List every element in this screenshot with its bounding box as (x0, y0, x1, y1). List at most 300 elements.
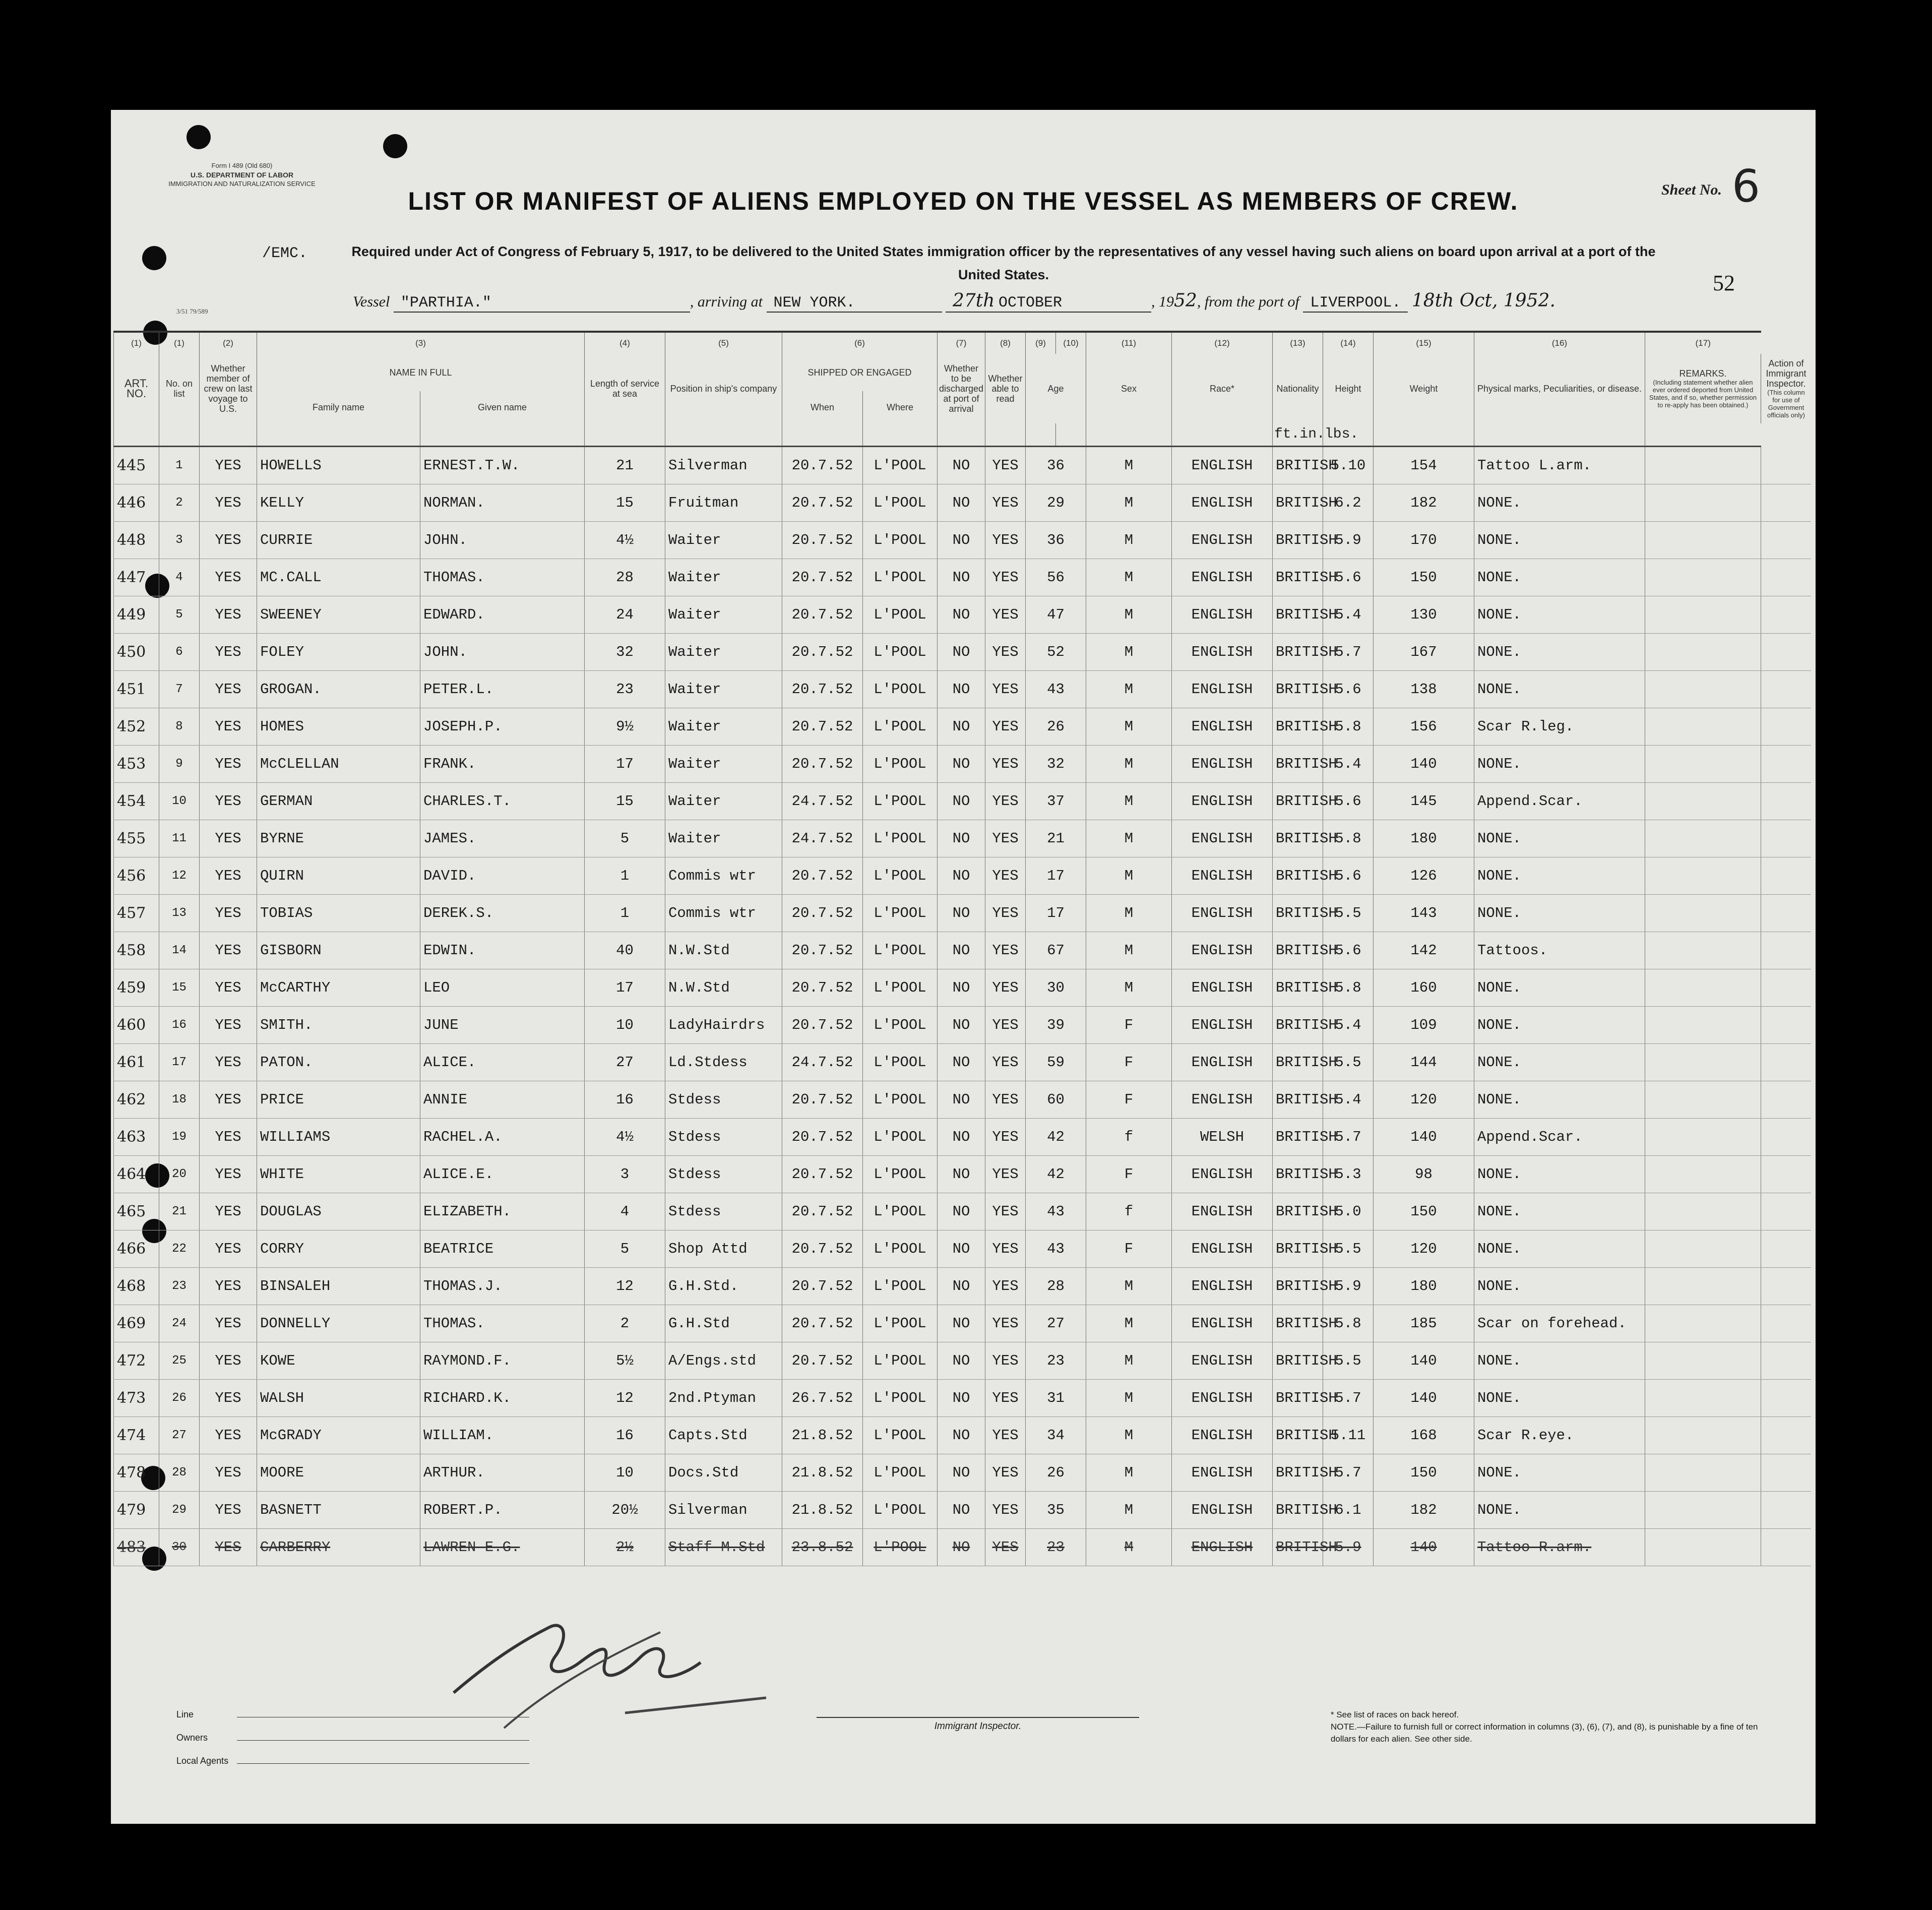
service-name: IMMIGRATION AND NATURALIZATION SERVICE (168, 180, 316, 188)
crew-row (114, 1119, 1812, 1156)
family-name-header: Family name (257, 391, 420, 423)
length-of-service-cell: 4 (585, 1193, 665, 1230)
given-name-cell: JOHN. (420, 634, 585, 671)
race-cell: ENGLISH (1172, 1454, 1273, 1492)
age-cell: 30 (1026, 969, 1086, 1007)
inspector-action-cell (1761, 1081, 1812, 1119)
weight-cell: 140 (1374, 1380, 1474, 1417)
weight-cell: 185 (1374, 1305, 1474, 1342)
departure-port: LIVERPOOL. (1303, 294, 1408, 313)
length-of-service-cell: 4½ (585, 1119, 665, 1156)
sex-cell: M (1086, 1529, 1172, 1566)
nationality-cell: BRITISH (1273, 1342, 1323, 1380)
family-name-cell: DONNELLY (257, 1305, 420, 1342)
position-cell: A/Engs.std (665, 1342, 782, 1380)
given-name-cell: ANNIE (420, 1081, 585, 1119)
height-cell: 5.4 (1323, 746, 1374, 783)
art-number-cell: 465 (114, 1193, 159, 1230)
art-number-cell: 459 (114, 969, 159, 1007)
art-number-cell: 451 (114, 671, 159, 708)
discharged-cell: NO (938, 447, 985, 484)
vessel-line (353, 290, 1555, 313)
physical-marks-cell: NONE. (1474, 969, 1645, 1007)
list-number-cell: 9 (159, 746, 200, 783)
position-cell: Silverman (665, 1492, 782, 1529)
length-of-service-cell: 5½ (585, 1342, 665, 1380)
given-name-cell: JAMES. (420, 820, 585, 857)
nationality-cell: BRITISH (1273, 746, 1323, 783)
race-cell: ENGLISH (1172, 522, 1273, 559)
inspector-action-cell (1761, 1380, 1812, 1417)
department-name: U.S. DEPARTMENT OF LABOR (190, 171, 294, 179)
length-of-service-cell: 3 (585, 1156, 665, 1193)
race-cell: ENGLISH (1172, 783, 1273, 820)
able-to-read-cell: YES (985, 746, 1026, 783)
race-cell: ENGLISH (1172, 1044, 1273, 1081)
physical-marks-cell: NONE. (1474, 634, 1645, 671)
family-name-cell: WILLIAMS (257, 1119, 420, 1156)
shipped-where-cell: L'POOL (863, 1342, 938, 1380)
inspector-action-cell (1761, 1342, 1812, 1380)
member-last-voyage-cell: YES (200, 522, 257, 559)
given-name-cell: EDWIN. (420, 932, 585, 969)
position-header: Position in ship's company (665, 354, 782, 423)
sex-cell: M (1086, 1305, 1172, 1342)
height-cell: 5.5 (1323, 1044, 1374, 1081)
position-cell: Staff M.Std (665, 1529, 782, 1566)
given-name-header: Given name (420, 391, 585, 423)
height-cell: 5.8 (1323, 969, 1374, 1007)
age-cell: 23 (1026, 1529, 1086, 1566)
able-to-read-cell: YES (985, 1492, 1026, 1529)
length-of-service-cell: 20½ (585, 1492, 665, 1529)
nationality-cell: BRITISH (1273, 1081, 1323, 1119)
remarks-cell (1645, 1193, 1761, 1230)
height-cell: 5.4 (1323, 596, 1374, 634)
weight-cell: 154 (1374, 447, 1474, 484)
race-cell: ENGLISH (1172, 1268, 1273, 1305)
position-cell: 2nd.Ptyman (665, 1380, 782, 1417)
shipped-where-cell: L'POOL (863, 746, 938, 783)
discharged-cell: NO (938, 1081, 985, 1119)
name-in-full-header: NAME IN FULL (257, 354, 585, 391)
discharged-cell: NO (938, 857, 985, 895)
race-cell: ENGLISH (1172, 1007, 1273, 1044)
remarks-cell (1645, 522, 1761, 559)
member-last-voyage-cell: YES (200, 1268, 257, 1305)
crew-row (114, 447, 1812, 484)
family-name-cell: HOMES (257, 708, 420, 746)
punch-hole (186, 125, 211, 149)
punch-hole (142, 246, 166, 270)
crew-manifest-table (113, 331, 1811, 1566)
weight-cell: 180 (1374, 1268, 1474, 1305)
able-to-read-cell: YES (985, 969, 1026, 1007)
length-of-service-cell: 5 (585, 820, 665, 857)
inspector-action-cell (1761, 1156, 1812, 1193)
agents-label: Local Agents (176, 1756, 229, 1766)
list-number-cell: 3 (159, 522, 200, 559)
height-cell: 5.4 (1323, 1007, 1374, 1044)
age-cell: 37 (1026, 783, 1086, 820)
shipped-when-cell: 20.7.52 (782, 596, 863, 634)
col-num: (1) (159, 332, 200, 354)
agents-field[interactable] (237, 1763, 529, 1764)
remarks-cell (1645, 783, 1761, 820)
weight-cell: 143 (1374, 895, 1474, 932)
length-of-service-cell: 16 (585, 1417, 665, 1454)
crew-row (114, 522, 1812, 559)
length-of-service-cell: 1 (585, 857, 665, 895)
shipped-where-cell: L'POOL (863, 634, 938, 671)
able-to-read-cell: YES (985, 1417, 1026, 1454)
length-of-service-cell: 15 (585, 783, 665, 820)
family-name-cell: CORRY (257, 1230, 420, 1268)
art-number-cell: 460 (114, 1007, 159, 1044)
height-cell: 5.3 (1323, 1156, 1374, 1193)
list-number-cell: 21 (159, 1193, 200, 1230)
given-name-cell: RAYMOND.F. (420, 1342, 585, 1380)
shipped-when-cell: 20.7.52 (782, 484, 863, 522)
sex-cell: F (1086, 1081, 1172, 1119)
sheet-number-value: 6 (1732, 160, 1760, 212)
family-name-cell: FOLEY (257, 634, 420, 671)
given-name-cell: EDWARD. (420, 596, 585, 634)
list-number-cell: 24 (159, 1305, 200, 1342)
age-header: Age (1026, 354, 1086, 423)
race-cell: ENGLISH (1172, 1081, 1273, 1119)
shipped-when-cell: 20.7.52 (782, 932, 863, 969)
race-cell: ENGLISH (1172, 969, 1273, 1007)
able-to-read-cell: YES (985, 1268, 1026, 1305)
age-cell: 34 (1026, 1417, 1086, 1454)
inspector-action-cell (1761, 1529, 1812, 1566)
member-last-voyage-cell: YES (200, 708, 257, 746)
crew-row (114, 857, 1812, 895)
list-number-cell: 8 (159, 708, 200, 746)
weight-cell: 126 (1374, 857, 1474, 895)
shipped-when-cell: 20.7.52 (782, 671, 863, 708)
able-to-read-cell: YES (985, 484, 1026, 522)
length-of-service-cell: 2 (585, 1305, 665, 1342)
given-name-cell: CHARLES.T. (420, 783, 585, 820)
race-cell: ENGLISH (1172, 1417, 1273, 1454)
length-of-service-cell: 15 (585, 484, 665, 522)
physical-marks-cell: NONE. (1474, 1268, 1645, 1305)
discharged-cell: NO (938, 1007, 985, 1044)
height-cell: 5.8 (1323, 1305, 1374, 1342)
art-number-cell: 458 (114, 932, 159, 969)
shipped-when-cell: 20.7.52 (782, 1193, 863, 1230)
remarks-cell (1645, 969, 1761, 1007)
shipped-where-cell: L'POOL (863, 484, 938, 522)
height-cell: 5.7 (1323, 634, 1374, 671)
shipped-where-cell: L'POOL (863, 783, 938, 820)
col-num: (4) (585, 332, 665, 354)
able-to-read-cell: YES (985, 1156, 1026, 1193)
member-last-voyage-cell: YES (200, 1305, 257, 1342)
nationality-cell: BRITISH (1273, 596, 1323, 634)
remarks-cell (1645, 1044, 1761, 1081)
weight-cell: 167 (1374, 634, 1474, 671)
immigrant-inspector-signature: Immigrant Inspector. (817, 1717, 1139, 1732)
shipped-where-cell: L'POOL (863, 1081, 938, 1119)
art-number-cell: 446 (114, 484, 159, 522)
member-last-voyage-cell: YES (200, 783, 257, 820)
height-cell: 5.6 (1323, 783, 1374, 820)
discharged-header: Whether to be discharged at port of arrival (938, 354, 985, 423)
length-of-service-cell: 32 (585, 634, 665, 671)
index-code: 3/51 79/589 (176, 307, 208, 315)
art-number-cell: 457 (114, 895, 159, 932)
sex-cell: F (1086, 1156, 1172, 1193)
shipped-when-cell: 20.7.52 (782, 1081, 863, 1119)
able-to-read-cell: YES (985, 634, 1026, 671)
position-cell: Fruitman (665, 484, 782, 522)
nationality-cell: BRITISH (1273, 484, 1323, 522)
member-last-voyage-cell: YES (200, 559, 257, 596)
family-name-cell: McCARTHY (257, 969, 420, 1007)
height-header: Height (1323, 354, 1374, 423)
shipped-when-cell: 20.7.52 (782, 559, 863, 596)
sex-cell: M (1086, 1417, 1172, 1454)
crew-row (114, 969, 1812, 1007)
nationality-cell: BRITISH (1273, 634, 1323, 671)
shipped-where-cell: L'POOL (863, 1044, 938, 1081)
able-to-read-cell: YES (985, 671, 1026, 708)
list-number-cell: 30 (159, 1529, 200, 1566)
age-cell: 17 (1026, 857, 1086, 895)
member-last-voyage-cell: YES (200, 1044, 257, 1081)
nationality-cell: BRITISH (1273, 1156, 1323, 1193)
given-name-cell: LAWREN E.G. (420, 1529, 585, 1566)
race-cell: ENGLISH (1172, 596, 1273, 634)
discharged-cell: NO (938, 783, 985, 820)
physical-marks-cell: Tattoo R.arm. (1474, 1529, 1645, 1566)
punch-hole (383, 134, 407, 158)
sex-cell: M (1086, 559, 1172, 596)
inspector-action-cell (1761, 596, 1812, 634)
inspector-action-cell (1761, 1305, 1812, 1342)
nationality-header: Nationality (1273, 354, 1323, 423)
sex-cell: M (1086, 708, 1172, 746)
weight-cell: 180 (1374, 820, 1474, 857)
position-cell: Capts.Std (665, 1417, 782, 1454)
crew-row (114, 1007, 1812, 1044)
age-cell: 36 (1026, 447, 1086, 484)
height-cell: 5.8 (1323, 820, 1374, 857)
arrival-day: 27th (953, 290, 995, 311)
art-number-cell: 452 (114, 708, 159, 746)
nationality-cell: BRITISH (1273, 1007, 1323, 1044)
weight-cell: 140 (1374, 746, 1474, 783)
shipped-where-cell: L'POOL (863, 1305, 938, 1342)
sex-cell: f (1086, 1193, 1172, 1230)
length-of-service-cell: 10 (585, 1007, 665, 1044)
able-to-read-cell: YES (985, 1044, 1026, 1081)
race-cell: ENGLISH (1172, 1230, 1273, 1268)
position-cell: Waiter (665, 522, 782, 559)
shipped-when-cell: 24.7.52 (782, 783, 863, 820)
remarks-cell (1645, 484, 1761, 522)
weight-cell: 168 (1374, 1417, 1474, 1454)
age-cell: 29 (1026, 484, 1086, 522)
inspector-action-cell (1761, 1454, 1812, 1492)
crew-row (114, 783, 1812, 820)
col-num: (11) (1086, 332, 1172, 354)
family-name-cell: GISBORN (257, 932, 420, 969)
art-number-cell: 478 (114, 1454, 159, 1492)
member-last-voyage-cell: YES (200, 1193, 257, 1230)
position-cell: Stdess (665, 1193, 782, 1230)
race-cell: ENGLISH (1172, 746, 1273, 783)
shipped-where-cell: L'POOL (863, 1529, 938, 1566)
discharged-cell: NO (938, 1492, 985, 1529)
shipped-when-cell: 23.8.52 (782, 1529, 863, 1566)
member-last-voyage-cell: YES (200, 1119, 257, 1156)
owners-label: Owners (176, 1733, 208, 1743)
family-name-cell: CURRIE (257, 522, 420, 559)
shipped-when-cell: 20.7.52 (782, 857, 863, 895)
able-to-read-header: Whether able to read (985, 354, 1026, 423)
given-name-cell: NORMAN. (420, 484, 585, 522)
art-number-cell: 462 (114, 1081, 159, 1119)
crew-row (114, 1529, 1812, 1566)
art-number-cell: 454 (114, 783, 159, 820)
age-cell: 21 (1026, 820, 1086, 857)
able-to-read-cell: YES (985, 596, 1026, 634)
remarks-cell (1645, 1529, 1761, 1566)
given-name-cell: DEREK.S. (420, 895, 585, 932)
art-number-cell: 447 (114, 559, 159, 596)
race-cell: ENGLISH (1172, 857, 1273, 895)
discharged-cell: NO (938, 559, 985, 596)
crew-row (114, 634, 1812, 671)
nationality-cell: BRITISH (1273, 1305, 1323, 1342)
nationality-cell: BRITISH (1273, 559, 1323, 596)
family-name-cell: PRICE (257, 1081, 420, 1119)
race-cell: ENGLISH (1172, 1156, 1273, 1193)
crew-row (114, 1081, 1812, 1119)
col-num: (13) (1273, 332, 1323, 354)
list-number-cell: 5 (159, 596, 200, 634)
physical-marks-cell: NONE. (1474, 1007, 1645, 1044)
age-cell: 60 (1026, 1081, 1086, 1119)
nationality-cell: BRITISH (1273, 895, 1323, 932)
remarks-cell (1645, 671, 1761, 708)
list-number-cell: 18 (159, 1081, 200, 1119)
length-of-service-cell: 12 (585, 1380, 665, 1417)
physical-marks-cell: NONE. (1474, 1380, 1645, 1417)
shipped-when-cell: 20.7.52 (782, 1305, 863, 1342)
discharged-cell: NO (938, 746, 985, 783)
physical-marks-cell: NONE. (1474, 559, 1645, 596)
inspector-action-title: Action of Immigrant Inspector. (1766, 358, 1806, 389)
sex-cell: M (1086, 671, 1172, 708)
discharged-cell: NO (938, 522, 985, 559)
nationality-cell: BRITISH (1273, 447, 1323, 484)
art-number-cell: 455 (114, 820, 159, 857)
member-last-voyage-cell: YES (200, 895, 257, 932)
inspector-action-cell (1761, 969, 1812, 1007)
art-number-cell: 453 (114, 746, 159, 783)
vessel-label: Vessel (353, 293, 390, 310)
family-name-cell: SMITH. (257, 1007, 420, 1044)
column-number-row (114, 332, 1812, 354)
age-cell: 43 (1026, 1193, 1086, 1230)
inspector-action-cell (1761, 1417, 1812, 1454)
weight-header: Weight (1374, 354, 1474, 423)
sex-cell: F (1086, 1044, 1172, 1081)
able-to-read-cell: YES (985, 783, 1026, 820)
age-cell: 56 (1026, 559, 1086, 596)
art-no-header: ART. NO. (114, 354, 159, 423)
shipped-where-cell: L'POOL (863, 1268, 938, 1305)
family-name-cell: BINSALEH (257, 1268, 420, 1305)
remarks-cell (1645, 932, 1761, 969)
arriving-label: , arriving at (690, 293, 763, 310)
member-last-voyage-cell: YES (200, 484, 257, 522)
crew-row (114, 1156, 1812, 1193)
able-to-read-cell: YES (985, 708, 1026, 746)
art-number-cell: 464 (114, 1156, 159, 1193)
weight-cell: 120 (1374, 1081, 1474, 1119)
shipped-where-cell: L'POOL (863, 1119, 938, 1156)
race-cell: ENGLISH (1172, 634, 1273, 671)
discharged-cell: NO (938, 484, 985, 522)
nationality-cell: BRITISH (1273, 671, 1323, 708)
col-num: (17) (1645, 332, 1761, 354)
member-last-voyage-cell: YES (200, 1492, 257, 1529)
race-cell: ENGLISH (1172, 1492, 1273, 1529)
position-cell: Waiter (665, 746, 782, 783)
sex-cell: F (1086, 1230, 1172, 1268)
position-cell: Waiter (665, 634, 782, 671)
sex-cell: F (1086, 1007, 1172, 1044)
given-name-cell: RICHARD.K. (420, 1380, 585, 1417)
height-cell: 5.8 (1323, 708, 1374, 746)
remarks-cell (1645, 1268, 1761, 1305)
family-name-cell: GERMAN (257, 783, 420, 820)
page-title: LIST OR MANIFEST OF ALIENS EMPLOYED ON THE VESSEL AS MEMBERS OF CREW. (408, 187, 1519, 215)
weight-cell: 140 (1374, 1529, 1474, 1566)
inspector-action-cell (1761, 857, 1812, 895)
shipped-when-cell: 21.8.52 (782, 1492, 863, 1529)
able-to-read-cell: YES (985, 1454, 1026, 1492)
inspector-action-cell (1761, 1193, 1812, 1230)
member-last-voyage-cell: YES (200, 932, 257, 969)
member-last-voyage-cell: YES (200, 1529, 257, 1566)
where-header: Where (863, 391, 938, 423)
weight-units: lbs. (1323, 423, 1374, 447)
shipped-where-cell: L'POOL (863, 1007, 938, 1044)
col-num: (8) (985, 332, 1026, 354)
inspector-action-cell (1761, 447, 1812, 484)
weight-cell: 140 (1374, 1119, 1474, 1156)
shipped-when-cell: 20.7.52 (782, 634, 863, 671)
given-name-cell: JOHN. (420, 522, 585, 559)
height-cell: 5.6 (1323, 857, 1374, 895)
discharged-cell: NO (938, 1454, 985, 1492)
physical-marks-cell: NONE. (1474, 522, 1645, 559)
member-last-voyage-cell: YES (200, 1417, 257, 1454)
line-label: Line (176, 1709, 194, 1719)
crew-row (114, 932, 1812, 969)
art-number-cell: 466 (114, 1230, 159, 1268)
member-last-voyage-cell: YES (200, 1230, 257, 1268)
shipped-where-cell: L'POOL (863, 1454, 938, 1492)
shipped-when-cell: 20.7.52 (782, 1268, 863, 1305)
